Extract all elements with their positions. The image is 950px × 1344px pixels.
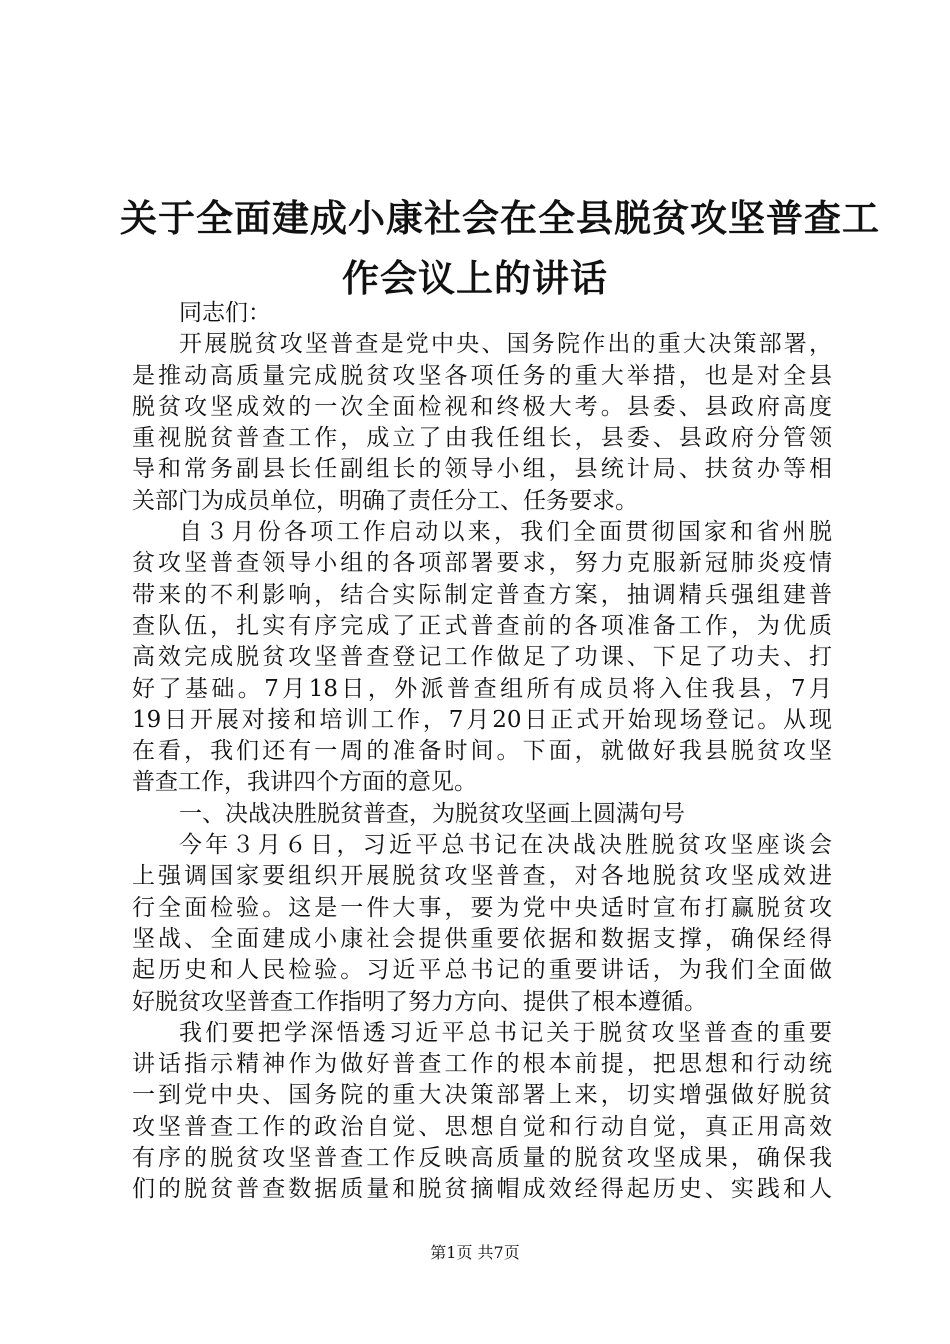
paragraph-line: 是推动高质量完成脱贫攻坚各项任务的重大举措，也是对全县 bbox=[132, 362, 832, 389]
paragraph-line: 普查工作，我讲四个方面的意见。 bbox=[132, 769, 477, 796]
paragraph-line: 开展脱贫攻坚普查是党中央、国务院作出的重大决策部署， bbox=[179, 331, 832, 358]
paragraph-line: 有序的脱贫攻坚普查工作反映高质量的脱贫攻坚成果，确保我 bbox=[132, 1145, 832, 1172]
document-title-line1: 关于全面建成小康社会在全县脱贫攻坚普查工 bbox=[120, 197, 880, 240]
paragraph-line: 攻坚普查工作的政治自觉、思想自觉和行动自觉，真正用高效 bbox=[132, 1113, 832, 1140]
paragraph-line: 19日开展对接和培训工作，7月20日正式开始现场登记。从现 bbox=[132, 706, 832, 733]
paragraph-line: 我们要把学深悟透习近平总书记关于脱贫攻坚普查的重要 bbox=[179, 1019, 832, 1046]
document-body bbox=[132, 298, 832, 1206]
paragraph-line: 好了基础。7月18日，外派普查组所有成员将入住我县，7月 bbox=[132, 675, 832, 702]
paragraph-line: 重视脱贫普查工作，成立了由我任组长，县委、县政府分管领 bbox=[132, 425, 832, 452]
paragraph-line: 贫攻坚普查领导小组的各项部署要求，努力克服新冠肺炎疫情 bbox=[132, 550, 832, 577]
paragraph-line: 带来的不利影响，结合实际制定普查方案，抽调精兵强组建普 bbox=[132, 581, 832, 608]
paragraph-line: 坚战、全面建成小康社会提供重要依据和数据支撑，确保经得 bbox=[132, 925, 832, 952]
document-title-line2: 作会议上的讲话 bbox=[342, 257, 608, 300]
paragraph-line: 脱贫攻坚成效的一次全面检视和终极大考。县委、县政府高度 bbox=[132, 393, 832, 420]
paragraph-line: 们的脱贫普查数据质量和脱贫摘帽成效经得起历史、实践和人 bbox=[132, 1176, 832, 1203]
paragraph-line: 起历史和人民检验。习近平总书记的重要讲话，为我们全面做 bbox=[132, 957, 832, 984]
paragraph-line: 讲话指示精神作为做好普查工作的根本前提，把思想和行动统 bbox=[132, 1051, 832, 1078]
paragraph-line: 查队伍，扎实有序完成了正式普查前的各项准备工作，为优质 bbox=[132, 612, 832, 639]
paragraph-line: 在看，我们还有一周的准备时间。下面，就做好我县脱贫攻坚 bbox=[132, 738, 832, 765]
paragraph-line: 今年３月６日，习近平总书记在决战决胜脱贫攻坚座谈会 bbox=[179, 832, 832, 859]
section-heading: 一、决战决胜脱贫普查，为脱贫攻坚画上圆满句号 bbox=[179, 800, 685, 827]
paragraph-line: 一到党中央、国务院的重大决策部署上来，切实增强做好脱贫 bbox=[132, 1082, 832, 1109]
page-number-footer: 第1页 共7页 bbox=[430, 1243, 520, 1262]
paragraph-line: 上强调国家要组织开展脱贫攻坚普查，对各地脱贫攻坚成效进 bbox=[132, 863, 832, 890]
paragraph-line: 行全面检验。这是一件大事，要为党中央适时宣布打赢脱贫攻 bbox=[132, 894, 832, 921]
paragraph-line: 关部门为成员单位，明确了责任分工、任务要求。 bbox=[132, 487, 638, 514]
paragraph-line: 自３月份各项工作启动以来，我们全面贯彻国家和省州脱 bbox=[179, 519, 832, 546]
salutation: 同志们： bbox=[179, 300, 271, 326]
paragraph-line: 好脱贫攻坚普查工作指明了努力方向、提供了根本遵循。 bbox=[132, 988, 707, 1015]
paragraph-line: 高效完成脱贫攻坚普查登记工作做足了功课、下足了功夫、打 bbox=[132, 644, 832, 671]
paragraph-line: 导和常务副县长任副组长的领导小组，县统计局、扶贫办等相 bbox=[132, 456, 832, 483]
